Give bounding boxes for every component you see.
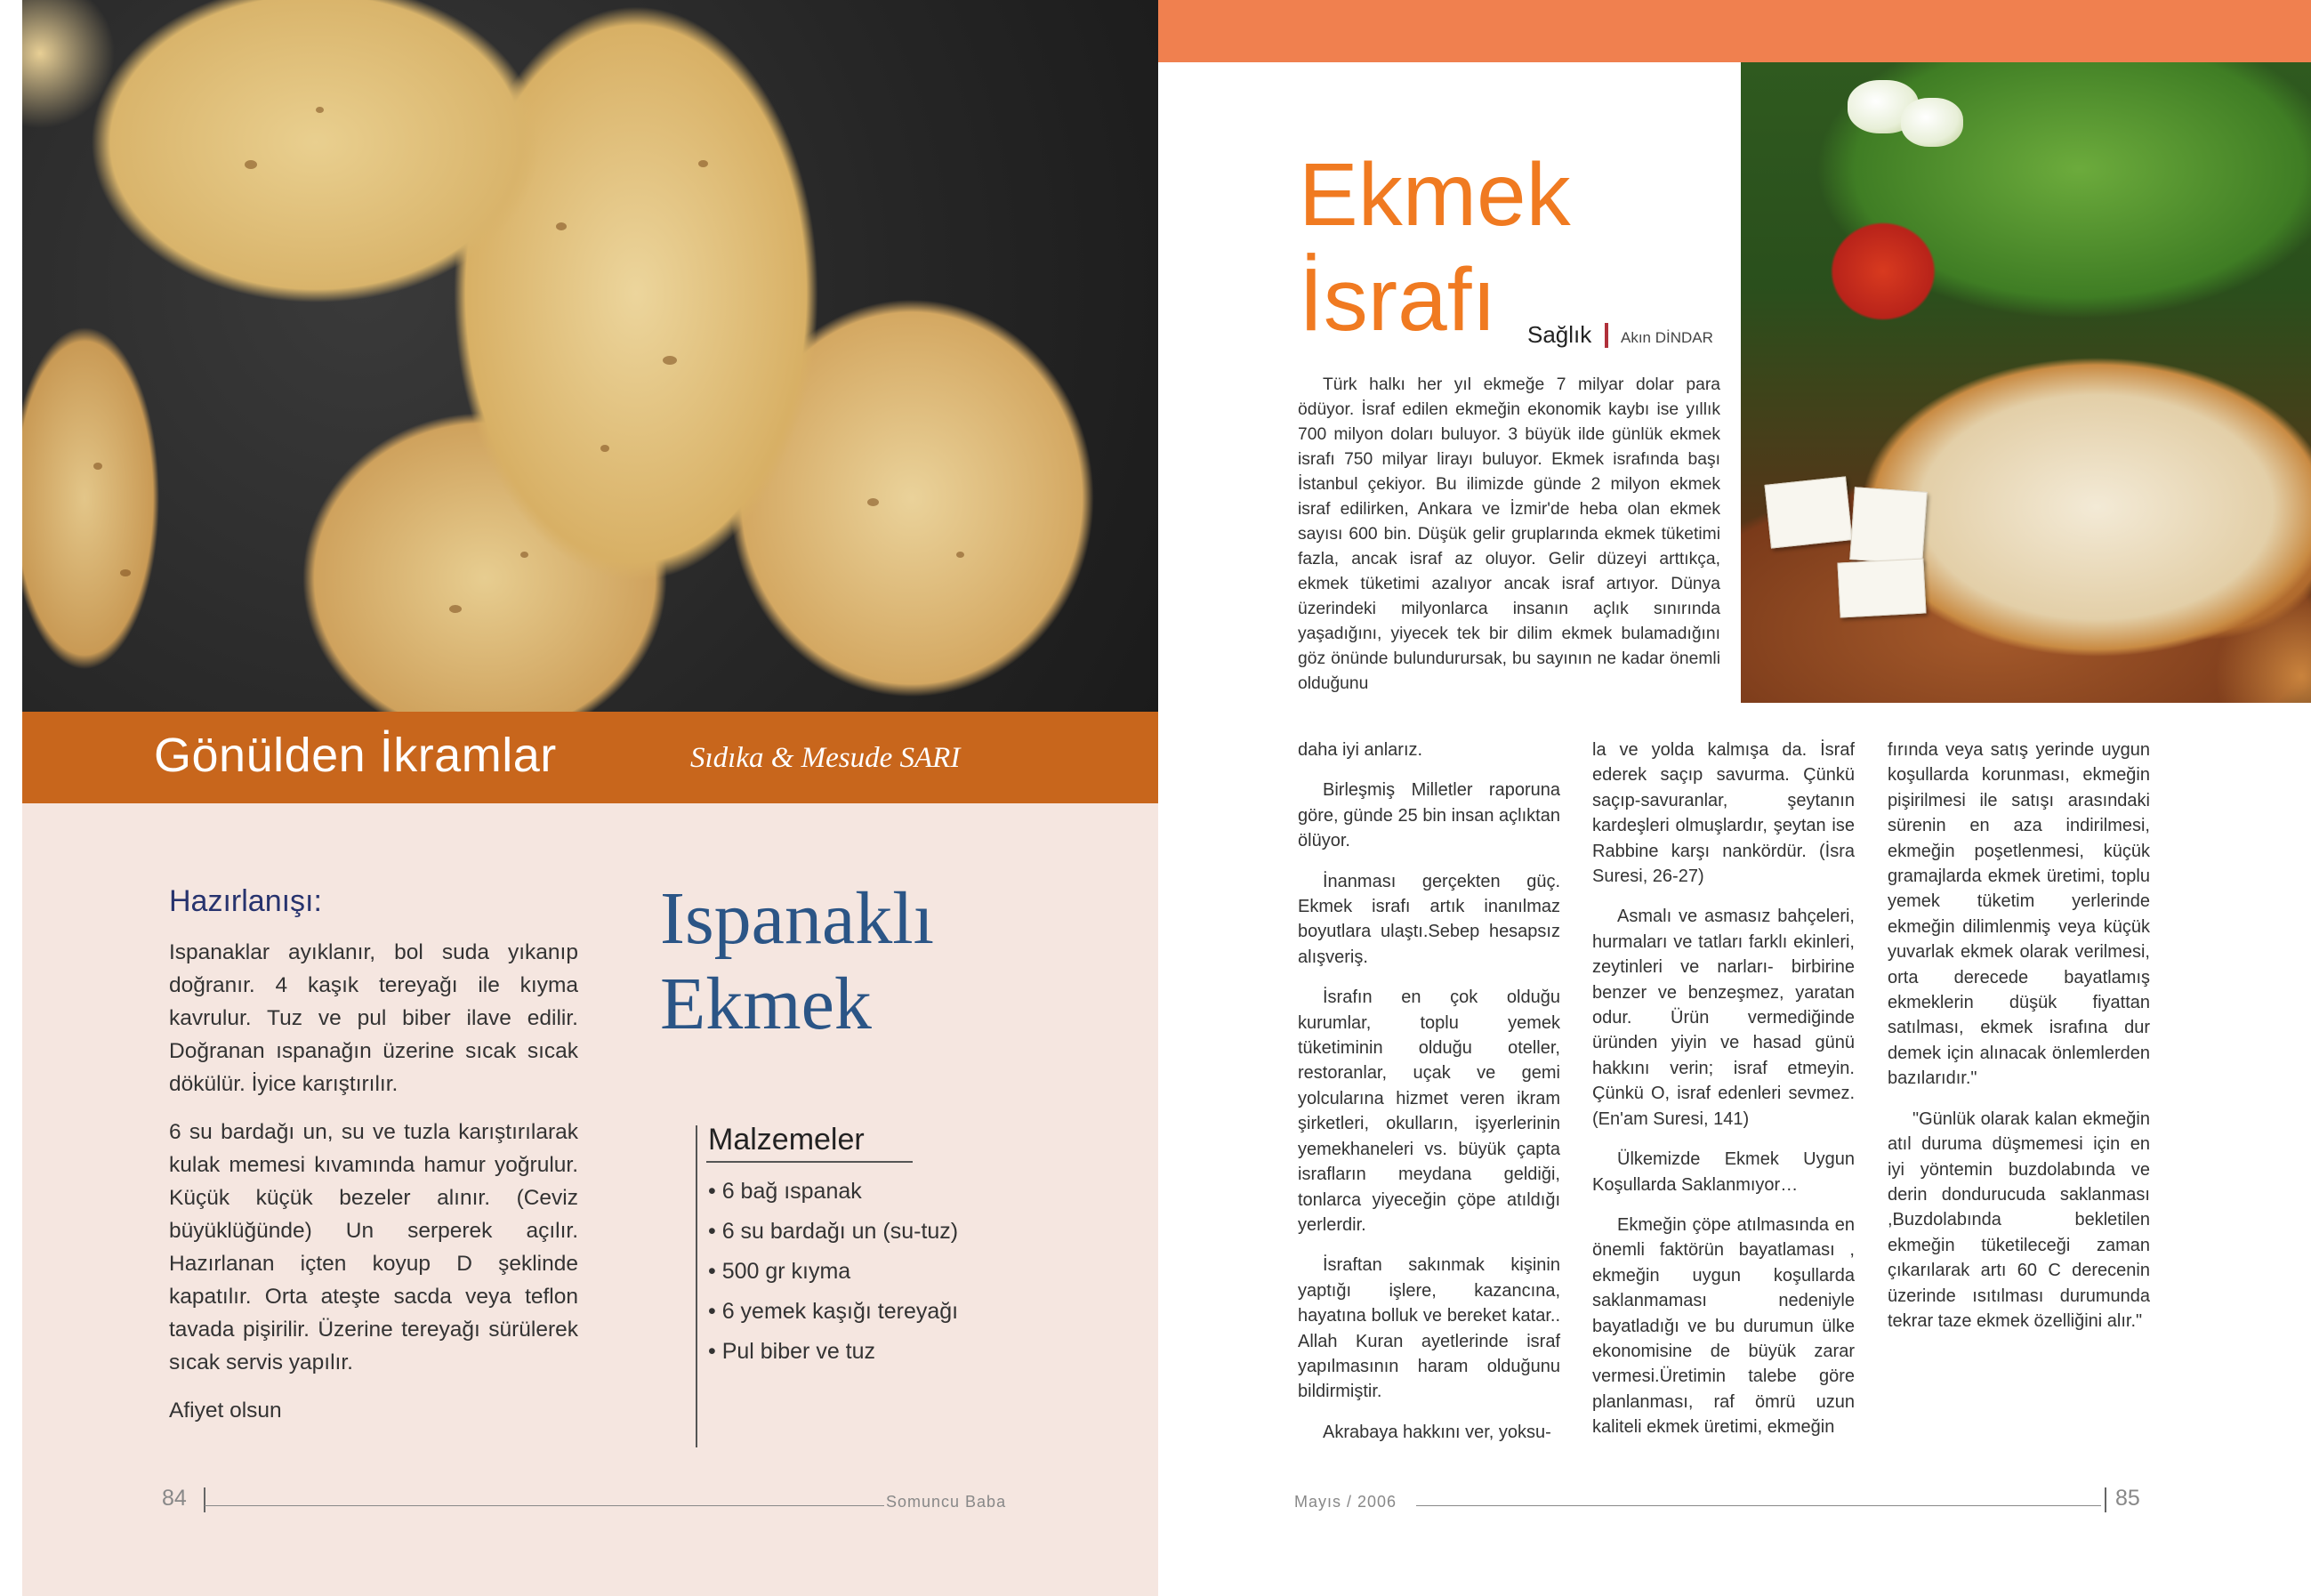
article-author: Akın DİNDAR [1621,329,1713,346]
speck [245,160,257,169]
article-paragraph: fırında veya satış yerinde uygun koşullarda korunması, ekmeğin pişirilmesi ile satışı arasındaki sürenin en aza indirilmesi, ekmeğin poşetlenmesi, küçük gramajlarda ekmek üretimi, toplu yemek tüketim yerlerinde ekmeğin dilimlenmiş veya küçük yuvarlak ekmek olarak verilmesi, orta derecede bayatlamış ekmeklerin düşük fiyattan satılması, ekmek israfına dur demek için alınacak önlemlerden bazılarıdır." [1888,740,2150,1089]
ingredient-item: • 6 yemek kaşığı tereyağı [708,1299,958,1339]
speck [449,605,462,613]
article-column-1 [1298,738,1560,1460]
preparation-text [169,936,578,1442]
footer-rule [1416,1505,2101,1506]
speck [316,107,324,113]
article-paragraph: İsrafın en çok olduğu kurumlar, toplu yemek tüketiminin olduğu oteller, restoranlar, uçak ve gemi yolcularına hizmet veren ikram şirketleri, okulların, işyerlerinin yemekhaneleri vs. büyük çapta israfların meydana geldiği, tonlarca yiyeceğin çöpe atıldığı yerlerdir. [1298,987,1560,1235]
header-band [1158,0,2311,62]
ingredients-list [708,1179,958,1379]
section-title: Gönülden İkramlar [154,729,557,782]
category-separator [1605,323,1608,348]
article-paragraph: la ve yolda kalmışa da. İsraf ederek saçıp savurma. Çünkü saçıp-savuranlar, şeytanın kardeşleri olmuşlardır, şeytan ise Rabbine karşı nankördür. (İsra Suresi, 26-27) [1592,740,1855,887]
article-paragraph: Akrabaya hakkını ver, yoksu- [1323,1422,1551,1442]
onion [1901,98,1963,147]
article-paragraph: İsraftan sakınmak kişinin yaptığı işlere, kazancına, hayatına bolluk ve bereket katar.. Allah Kuran ayetlerinde israf yapılmasının haram olduğunu bildirmiştir. [1298,1255,1560,1402]
bread-cheese-photo [1741,62,2311,703]
ingredient-item: • 6 bağ ıspanak [708,1179,958,1219]
cheese-cube [1764,476,1852,548]
speck [956,552,964,558]
ingredient-item: • Pul biber ve tuz [708,1339,958,1379]
article-column-3 [1888,738,2150,1349]
article-paragraph: İnanması gerçekten güç. Ekmek israfı artık inanılmaz boyutlara ulaştı.Sebep hesapsız alışveriş. [1298,871,1560,967]
ingredients-divider [696,1125,697,1447]
preparation-paragraph: Afiyet olsun [169,1399,282,1423]
article-paragraph: Asmalı ve asmasız bahçeleri, hurmaları ve tatları farklı ekinleri, zeytinleri ve narları- birbirine benzer ve benzeşmez, yaratan odur. Ürün vermediğinde üründen yiyin ve hasad günü hakkını verin; israf etmeyin. Çünkü O, israf edenleri sevmez. (En'am Suresi, 141) [1592,907,1855,1129]
cheese-cube [1849,487,1928,565]
footer-tick [204,1487,205,1512]
speck [867,498,879,506]
recipe-title-line: Ekmek [660,963,872,1045]
article-category: Sağlık [1527,321,1592,348]
preparation-heading: Hazırlanışı: [169,884,322,918]
issue-date: Mayıs / 2006 [1294,1493,1397,1511]
ingredient-item: • 6 su bardağı un (su-tuz) [708,1219,958,1259]
speck [556,222,567,230]
recipe-title-line: Ispanaklı [660,877,934,960]
article-subheading: Ülkemizde Ekmek Uygun Koşullarda Saklanmıyor… [1592,1149,1855,1195]
speck [120,569,131,576]
intro-paragraph: Türk halkı her yıl ekmeğe 7 milyar dolar para ödüyor. İsraf edilen ekmeğin ekonomik kaybı ise yıllık 700 milyon doları buluyor. 3 büyük ilde günlük ekmek israfı 750 milyar lirayı buluyor. Ekmek israfında başı İstanbul çekiyor. Bu ilimizde günde 2 milyon ekmek israf edilirken, Ankara ve İzmir'de heba olan ekmek sayısı 600 bin. Düşük gelir gruplarında ekmek tüketimi fazla, ancak israf az oluyor. Gelir düzeyi arttıkça, ekmek tüketimi azalıyor ancak israf artıyor. Dünya üzerindeki milyonlarca insanın açlık sınırında yaşadığını, yiyecek tek bir dilim ekmek bulamadığını göz önünde bulundurursak, bu sayının ne kadar önemli olduğunu [1298,375,1720,693]
article-title-line: Ekmek [1299,145,1571,245]
ingredients-heading: Malzemeler [708,1123,865,1157]
cheese-cube [1837,559,1926,618]
footer-tick [2105,1487,2106,1512]
speck [663,356,677,365]
article-column-2 [1592,738,1855,1455]
speck [93,463,102,470]
magazine-name: Somuncu Baba [886,1493,1007,1511]
recipe-title [660,876,934,1047]
page-number-left: 84 [162,1486,187,1511]
article-paragraph: Ekmeğin çöpe atılmasında en önemli faktörün bayatlaması , ekmeğin uygun koşullarda saklanmaması nedeniyle bayatladığı ve bu durumun ülke ekonomisine de büyük zarar vermesi.Üretimin talebe göre planlanması, raf ömrü uzun kaliteli ekmek üretimi, ekmeğin [1592,1214,1855,1438]
ingredients-underline [706,1161,913,1163]
article-paragraph: "Günlük olarak kalan ekmeğin atıl duruma düşmemesi için en iyi yöntemin buzdolabında ve derin dondurucuda saklanması ,Buzdolabında bekletilen ekmeğin tüketileceği zaman çıkarılarak artı 60 C derecenin üzerinde ısıtılması durumunda tekrar taze ekmek özelliğini alır." [1888,1108,2150,1331]
preparation-paragraph: 6 su bardağı un, su ve tuzla karıştırılarak kulak memesi kıvamında hamur yoğrulur. Küçük küçük bezeler alınır. (Ceviz büyüklüğünde) Un serperek açılır. Hazırlanan içten koyup D şeklinde kapatılır. Orta ateşte sacda veya teflon tavada pişirilir. Üzerine tereyağı sürülerek sıcak servis yapılır. [169,1120,578,1374]
article-paragraph: daha iyi anlarız. [1298,740,1423,760]
article-paragraph: Birleşmiş Milletler raporuna göre, günde 25 bin insan açlıktan ölüyor. [1298,780,1560,851]
speck [698,160,708,167]
speck [520,552,528,558]
recipe-authors: Sıdıka & Mesude SARI [690,742,961,774]
article-title-line: İsrafı [1299,250,1497,350]
footer-rule [205,1505,884,1506]
speck [600,445,609,452]
preparation-paragraph: Ispanaklar ayıklanır, bol suda yıkanıp doğranır. 4 kaşık tereyağı ile kıyma kavrulur. Tuz ve pul biber ilave edilir. Doğranan ıspanağın üzerine sıcak sıcak dökülür. İyice karıştırılır. [169,940,578,1096]
flatbread-photo [22,0,1158,712]
article-intro [1298,373,1720,712]
page-number-right: 85 [2115,1486,2140,1511]
ingredient-item: • 500 gr kıyma [708,1259,958,1299]
